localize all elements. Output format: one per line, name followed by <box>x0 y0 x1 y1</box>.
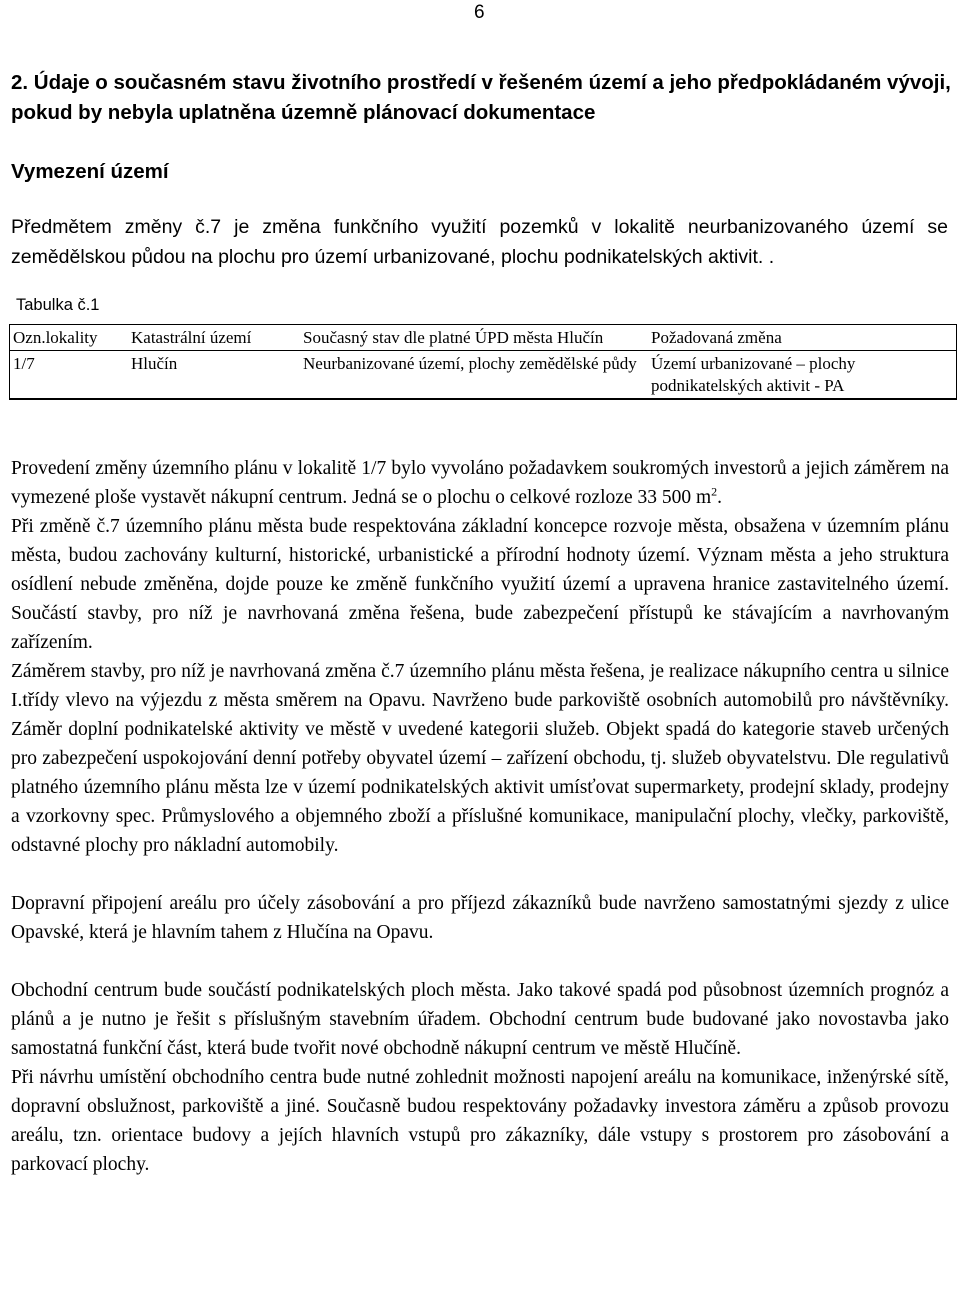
table-header-row <box>10 325 957 351</box>
table-cell: Neurbanizované území, plochy zemědělské půdy <box>300 351 648 400</box>
table-header-cell: Současný stav dle platné ÚPD města Hlučín <box>300 325 648 351</box>
paragraph-concept: Při změně č.7 územního plánu města bude respektována základní koncepce rozvoje města, obsažena v územním plánu města, budou zachovány kulturní, historické, urbanistické a přírodní hodnoty území. Význam města a jeho struktura osídlení nebude změněna, dojde pouze ke změně funkčního využití území a upravena hranice zastavitelného území. Součástí stavby, pro níž je navrhovaná změna řešena, bude zabezpečení přístupů ke stávajícím a navrhovaným zařízením. <box>11 516 949 653</box>
table-cell: Území urbanizované – plochy podnikatelských aktivit - PA <box>648 351 957 400</box>
superscript: 2 <box>711 484 718 499</box>
paragraph-request <box>11 454 949 512</box>
paragraph-centre: Obchodní centrum bude součástí podnikatelských ploch města. Jako takové spadá pod působnost územních prognóz a plánů a je nutno je řešit s příslušným stavebním úřadem. Obchodní centrum bude budované jako novostavba jako samostatná funkční část, která bude tvořit nové obchodně nákupní centrum ve městě Hlučíně. <box>11 980 949 1059</box>
paragraph-text: . <box>717 487 723 508</box>
paragraph-transport: Dopravní připojení areálu pro účely zásobování a pro příjezd zákazníků bude navrženo samostatnými sjezdy z ulice Opavské, která je hlavním tahem z Hlučína na Opavu. <box>11 893 949 943</box>
locality-table <box>9 324 957 400</box>
section-heading: 2. Údaje o současném stavu životního prostředí v řešeném území a jeho předpokládaném vývoji, pokud by nebyla uplatněna územně plánovací dokumentace <box>11 71 951 124</box>
table-row <box>10 351 957 400</box>
table-caption: Tabulka č.1 <box>16 296 100 314</box>
paragraph-placement: Při návrhu umístění obchodního centra bude nutné zohlednit možnosti napojení areálu na komunikace, inženýrské sítě, dopravní obslužnost, parkoviště a jiné. Současně budou respektovány požadavky investora záměru a způsob provozu areálu, tzn. orientace budovy a jejích hlavních vstupů pro zákazníky, dále vstupy s prostorem pro zásobování a parkovací plochy. <box>11 1067 949 1175</box>
intro-paragraph: Předmětem změny č.7 je změna funkčního využití pozemků v lokalitě neurbanizovaného území se zemědělskou půdou na plochu pro území urbanizované, plochu podnikatelských aktivit. . <box>11 216 948 268</box>
table-header-cell: Katastrální území <box>128 325 300 351</box>
page-number: 6 <box>474 2 485 23</box>
body-text <box>11 454 949 1179</box>
subsection-heading: Vymezení území <box>11 160 169 183</box>
table-cell: 1/7 <box>10 351 129 400</box>
table-header-cell: Požadovaná změna <box>648 325 957 351</box>
table-cell: Hlučín <box>128 351 300 400</box>
table-header-cell: Ozn.lokality <box>10 325 129 351</box>
paragraph-intent: Záměrem stavby, pro níž je navrhovaná změna č.7 územního plánu města řešena, je realizace nákupního centra u silnice I.třídy vlevo na výjezdu z města směrem na Opavu. Navrženo bude parkoviště osobních automobilů pro návštěvníky. Záměr doplní podnikatelské aktivity ve městě v uvedené kategorii služeb. Objekt spadá do kategorie staveb určených pro zabezpečení uspokojování denní potřeby obyvatel území – zařízení obchodu, tj. služeb obyvatelstvu. Dle regulativů platného územního plánu města lze v území podnikatelských aktivit umísťovat supermarkety, prodejní sklady, prodejny a vzorkovny spec. Průmyslového a objemného zboží a příslušné komunikace, manipulační plochy, vlečky, parkoviště, odstavné plochy pro nákladní automobily. <box>11 661 949 856</box>
paragraph-text: Provedení změny územního plánu v lokalitě 1/7 bylo vyvoláno požadavkem soukromých investorů a jejich záměrem na vymezené ploše vystavět nákupní centrum. Jedná se o plochu o celkové rozloze 33 500 m <box>11 458 949 508</box>
